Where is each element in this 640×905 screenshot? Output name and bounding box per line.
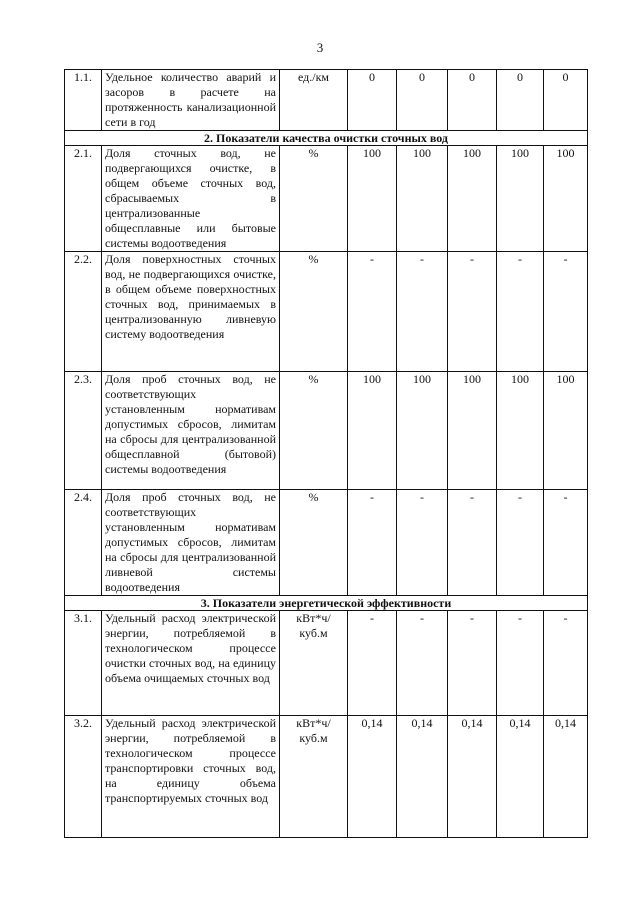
row-value: -	[544, 490, 588, 596]
table-row	[65, 716, 588, 838]
section-header	[65, 596, 588, 611]
row-description: Доля сточных вод, не подвергающихся очистке, в общем объеме сточных вод, сбрасываемых в централизованные общесплавные или бытовые системы водоотведения	[102, 146, 280, 252]
row-value: 0,14	[448, 716, 497, 838]
row-description: Удельное количество аварий и засоров в расчете на протяженность канализационной сети в год	[102, 70, 280, 131]
row-number: 2.1.	[65, 146, 102, 252]
row-unit: %	[280, 146, 348, 252]
row-unit	[280, 611, 348, 716]
row-description: Доля поверхностных сточных вод, не подвергающихся очистке, в общем объеме поверхностных сточных вод, принимаемых в централизованную ливневую систему водоотведения	[102, 252, 280, 372]
row-description: Доля проб сточных вод, не соответствующих установленным нормативам допустимых сбросов, лимитам на сбросы для централизованной общесплавной (бытовой) системы водоотведения	[102, 372, 280, 490]
row-value: 0,14	[348, 716, 397, 838]
row-value: 0,14	[497, 716, 544, 838]
row-value: 100	[348, 372, 397, 490]
row-value: -	[397, 611, 448, 716]
row-description: Удельный расход электрической энергии, потребляемой в технологическом процессе очистки сточных вод, на единицу объема очищаемых сточных вод	[102, 611, 280, 716]
row-unit: %	[280, 490, 348, 596]
row-value: -	[397, 490, 448, 596]
row-value: -	[497, 252, 544, 372]
indicators-table	[64, 69, 588, 838]
row-unit: %	[280, 372, 348, 490]
row-value: 100	[348, 146, 397, 252]
section-title: 2. Показатели качества очистки сточных вод	[65, 131, 588, 146]
row-value: 0	[448, 70, 497, 131]
row-number: 2.3.	[65, 372, 102, 490]
row-value: -	[348, 252, 397, 372]
row-value: -	[397, 252, 448, 372]
unit-line-1: кВт*ч/	[296, 716, 331, 730]
row-value: 100	[497, 372, 544, 490]
section-header	[65, 131, 588, 146]
row-value: 100	[544, 146, 588, 252]
row-value: 100	[544, 372, 588, 490]
row-unit: %	[280, 252, 348, 372]
row-value: -	[497, 611, 544, 716]
row-value: 100	[397, 372, 448, 490]
row-value: -	[448, 252, 497, 372]
row-value: 100	[448, 372, 497, 490]
row-value: 0	[544, 70, 588, 131]
table-row	[65, 611, 588, 716]
row-value: 0,14	[397, 716, 448, 838]
row-unit: ед./км	[280, 70, 348, 131]
row-value: 0	[348, 70, 397, 131]
table-row	[65, 146, 588, 252]
row-value: 100	[397, 146, 448, 252]
unit-line-1: кВт*ч/	[296, 611, 331, 625]
row-value: 0,14	[544, 716, 588, 838]
row-value: -	[348, 611, 397, 716]
section-title: 3. Показатели энергетической эффективности	[65, 596, 588, 611]
row-value: 0	[397, 70, 448, 131]
row-value: 0	[497, 70, 544, 131]
row-unit	[280, 716, 348, 838]
row-value: -	[448, 611, 497, 716]
row-value: -	[497, 490, 544, 596]
row-number: 2.4.	[65, 490, 102, 596]
row-value: 100	[497, 146, 544, 252]
row-number: 2.2.	[65, 252, 102, 372]
row-value: -	[544, 611, 588, 716]
row-value: 100	[448, 146, 497, 252]
unit-line-2: куб.м	[299, 626, 328, 640]
table-row	[65, 490, 588, 596]
row-number: 3.2.	[65, 716, 102, 838]
row-description: Доля проб сточных вод, не соответствующих установленным нормативам допустимых сбросов, лимитам на сбросы для централизованной ливневой системы водоотведения	[102, 490, 280, 596]
row-number: 1.1.	[65, 70, 102, 131]
unit-line-2: куб.м	[299, 731, 328, 745]
row-number: 3.1.	[65, 611, 102, 716]
row-value: -	[348, 490, 397, 596]
row-value: -	[448, 490, 497, 596]
table-row	[65, 372, 588, 490]
row-description: Удельный расход электрической энергии, потребляемой в технологическом процессе транспортировки сточных вод, на единицу объема транспортируемых сточных вод	[102, 716, 280, 838]
table-row	[65, 252, 588, 372]
row-value: -	[544, 252, 588, 372]
page-number: 3	[316, 40, 324, 55]
table-row	[65, 70, 588, 131]
